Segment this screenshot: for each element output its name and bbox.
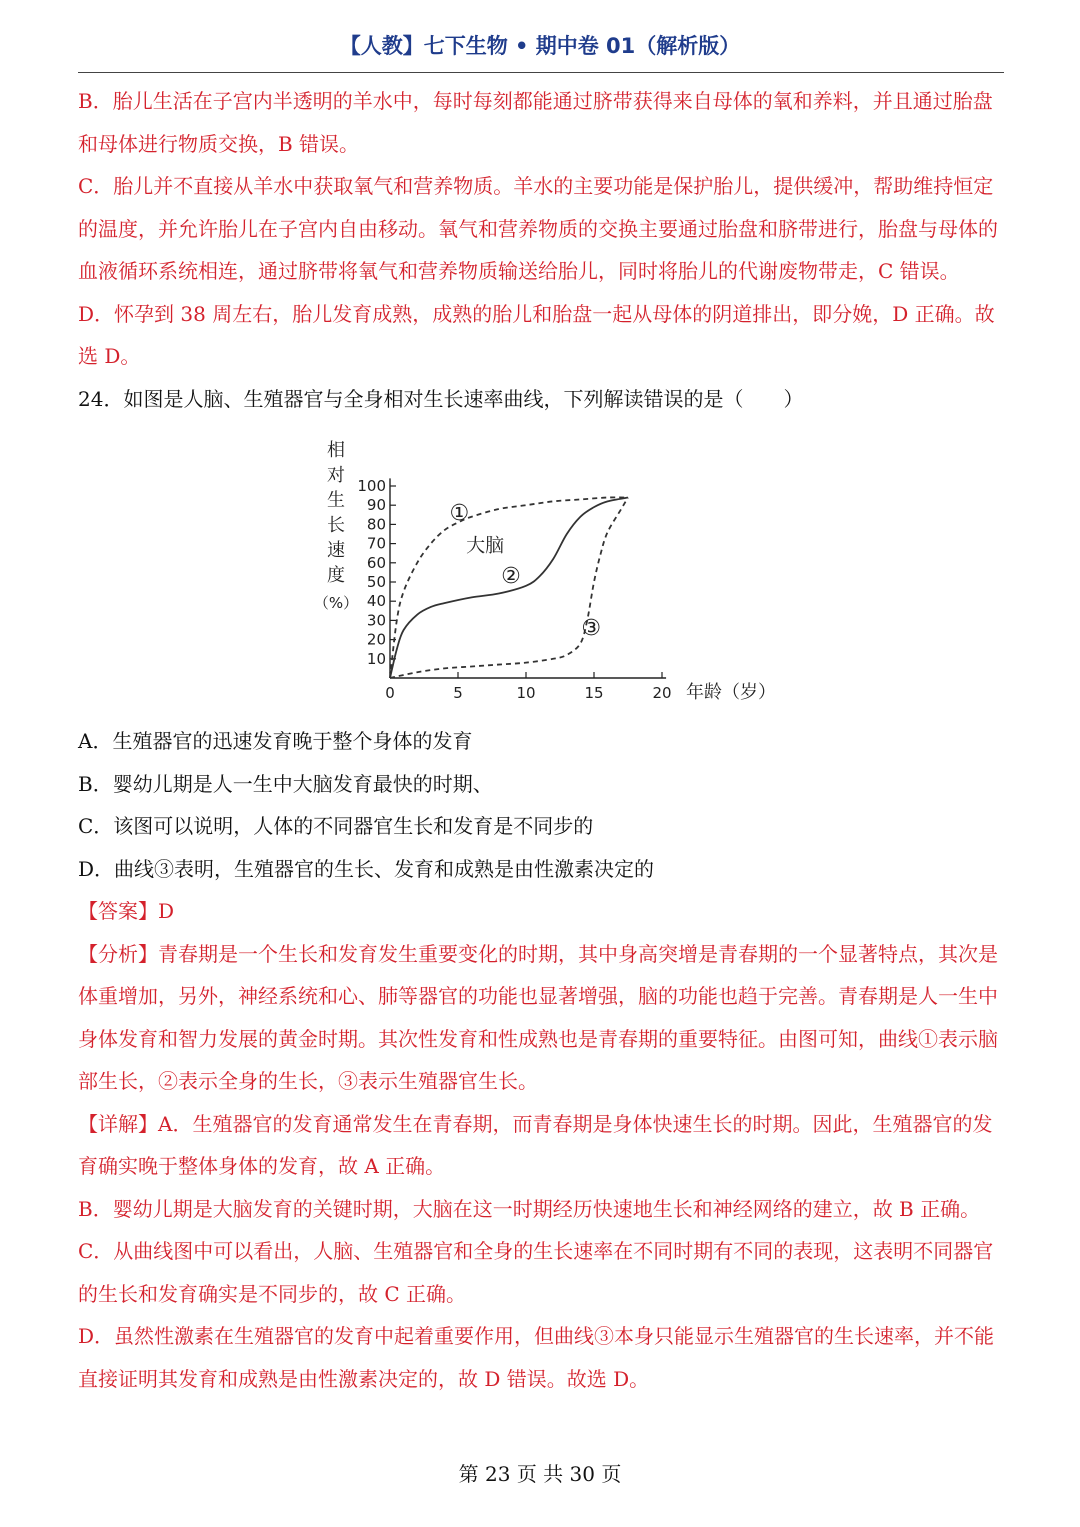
detail-paragraph-d: D．虽然性激素在生殖器官的发育中起着重要作用，但曲线③本身只能显示生殖器官的生长速率，并不能直接证明其发育和成熟是由性激素决定的，故 D 错误。故选 D。 — [78, 1324, 995, 1391]
page-header: 【人教】七下生物 • 期中卷 01（解析版） — [339, 34, 741, 58]
paragraph-c: C．胎儿并不直接从羊水中获取氧气和营养物质。羊水的主要功能是保护胎儿，提供缓冲，帮助维持恒定的温度，并允许胎儿在子宫内自由移动。氧气和营养物质的交换主要通过胎盘和脐带进行，胎盘与母体的血液循环系统相连，通过脐带将氧气和营养物质输送给胎儿，同时将胎儿的代谢废物带走，C 错误。 — [78, 174, 998, 283]
y-tick-label: 20 — [366, 630, 386, 649]
y-tick-label: 70 — [366, 534, 386, 553]
y-tick-label: 80 — [366, 515, 386, 534]
detail-paragraph-a — [78, 1103, 1004, 1188]
x-tick-label: 5 — [453, 684, 463, 702]
series-label-2: ② — [501, 564, 521, 590]
option-a: A．生殖器官的迅速发育晚于整个身体的发育 — [78, 729, 473, 753]
page-number: 第 23 页 共 30 页 — [458, 1462, 622, 1486]
answer-tag: 【答案】 — [78, 899, 158, 923]
annotation-brain: 大脑 — [466, 534, 505, 557]
paragraph-b: B．胎儿生活在子宫内半透明的羊水中，每时每刻都能通过脐带获得来自母体的氧和养料，并且通过胎盘和母体进行物质交换，B 错误。 — [78, 89, 993, 156]
y-tick-label: 10 — [366, 649, 386, 668]
header-divider — [78, 72, 1004, 73]
analysis-tag: 【分析】 — [78, 941, 158, 966]
x-tick-label: 10 — [516, 684, 536, 702]
y-axis-label: 相对生长速度（%） — [313, 440, 359, 612]
series-label-3: ③ — [581, 616, 602, 642]
page-content — [78, 80, 1004, 1400]
detail-text-a: A．生殖器官的发育通常发生在青春期，而青春期是身体快速生长的时期。因此，生殖器官的发育确实晚于整体身体的发育，故 A 正确。 — [78, 1111, 993, 1178]
analysis-paragraph — [78, 933, 1004, 1103]
y-tick-label: 50 — [366, 573, 386, 591]
detail-tag: 【详解】 — [78, 1111, 158, 1136]
option-d: D．曲线③表明，生殖器官的生长、发育和成熟是由性激素决定的 — [78, 856, 655, 881]
answer-line — [78, 890, 1004, 933]
x-tick-label: 0 — [385, 684, 395, 702]
x-tick-label: 15 — [584, 684, 604, 702]
y-tick-label: 40 — [366, 592, 386, 611]
x-tick-label: 20 — [652, 684, 672, 702]
question-stem: 24．如图是人脑、生殖器官与全身相对生长速率曲线，下列解读错误的是（ ） — [78, 386, 804, 411]
chart-svg — [78, 420, 1004, 712]
series-label-1: ① — [449, 500, 470, 526]
detail-paragraph-b: B．婴幼儿期是大脑发育的关键时期，大脑在这一时期经历快速地生长和神经网络的建立，故 B 正确。 — [78, 1196, 981, 1221]
y-tick-label: 90 — [366, 496, 386, 515]
x-axis-label: 年龄（岁） — [686, 682, 776, 703]
y-tick-label: 30 — [366, 611, 386, 630]
paragraph-d: D．怀孕到 38 周左右，胎儿发育成熟，成熟的胎儿和胎盘一起从母体的阴道排出，即分娩，D 正确。故选 D。 — [78, 301, 995, 368]
y-tick-label: 60 — [366, 553, 386, 572]
y-tick-label: 100 — [357, 477, 386, 495]
answer-value: D — [158, 899, 175, 923]
analysis-text: 青春期是一个生长和发育发生重要变化的时期，其中身高突增是青春期的一个显著特点，其次是体重增加，另外，神经系统和心、肺等器官的功能也显著增强，脑的功能也趋于完善。青春期是人一生中身体发育和智力发展的黄金时期。其次性发育和性成熟也是青春期的重要特征。由图可知，曲线①表示脑部生长，②表示全身的生长，③表示生殖器官生长。 — [78, 941, 998, 1093]
option-c: C．该图可以说明，人体的不同器官生长和发育是不同步的 — [78, 814, 594, 838]
detail-paragraph-c: C．从曲线图中可以看出，人脑、生殖器官和全身的生长速率在不同时期有不同的表现，这表明不同器官的生长和发育确实是不同步的，故 C 正确。 — [78, 1239, 994, 1306]
option-b: B．婴幼儿期是人一生中大脑发育最快的时期、 — [78, 771, 493, 796]
growth-rate-chart — [78, 420, 1004, 720]
